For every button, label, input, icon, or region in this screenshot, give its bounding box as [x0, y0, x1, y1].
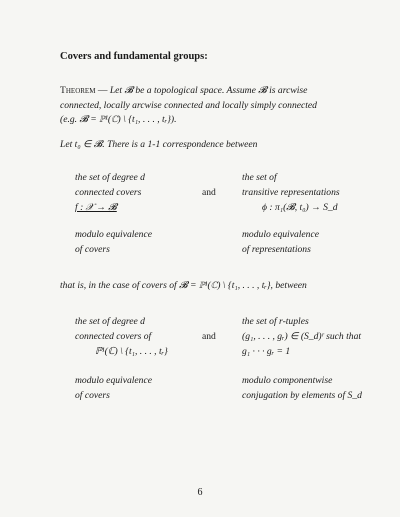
theorem-line-2: connected, locally arcwise connected and locally simply connected [60, 100, 317, 111]
block2-left-line-1: the set of degree d [75, 316, 145, 327]
correspondence-intro: Let t₀ ∈ 𝓑. There is a 1-1 correspondence between [60, 139, 258, 150]
block2-right-line-2: (g₁, . . . , gᵣ) ∈ (S_d)ʳ such that [242, 331, 362, 342]
block2-right-line-3: g₁ · · · gᵣ = 1 [242, 346, 291, 357]
block1-left-line-2: connected covers [75, 187, 142, 198]
block1-left-line-3: f : 𝒳 → 𝓑 [75, 202, 117, 213]
theorem-text-1: Let 𝓑 be a topological space. Assume 𝓑 is arcwise [109, 85, 308, 96]
block1-right-mod-2: of representations [242, 244, 311, 255]
connector-line: that is, in the case of covers of 𝓑 = ℙ¹(ℂ) \ {t₁, . . . , tᵣ}, between [60, 280, 307, 291]
block1-left-mod-1: modulo equivalence [75, 229, 152, 240]
section-heading: Covers and fundamental groups: [60, 51, 208, 62]
theorem-dash: — [97, 85, 108, 96]
block2-left-line-2: connected covers of [75, 331, 152, 342]
theorem-label: Theorem [60, 85, 96, 96]
block2-right-mod-1: modulo componentwise [242, 375, 333, 386]
theorem-line-3: (e.g. 𝓑 = ℙ¹(ℂ) \ {t₁, . . . , tᵣ}). [60, 114, 177, 125]
theorem-line-1 [60, 85, 307, 96]
block2-left-line-3: ℙ¹(ℂ) \ {t₁, . . . , tᵣ} [95, 346, 168, 357]
block1-right-line-1: the set of [242, 172, 277, 183]
block1-right-line-2: transitive representations [242, 187, 340, 198]
block2-left-mod-2: of covers [75, 390, 110, 401]
block2-right-line-1: the set of r-tuples [242, 316, 309, 327]
block2-right-mod-2: conjugation by elements of S_d [242, 390, 362, 401]
block1-and: and [202, 187, 216, 198]
page-number: 6 [197, 487, 203, 498]
block2-and: and [202, 331, 216, 342]
block1-right-line-3: ϕ : π₁(𝓑, t₀) → S_d [262, 202, 338, 213]
block2-left-mod-1: modulo equivalence [75, 375, 152, 386]
block1-left-mod-2: of covers [75, 244, 110, 255]
block1-right-mod-1: modulo equivalence [242, 229, 319, 240]
block1-left-line-1: the set of degree d [75, 172, 145, 183]
